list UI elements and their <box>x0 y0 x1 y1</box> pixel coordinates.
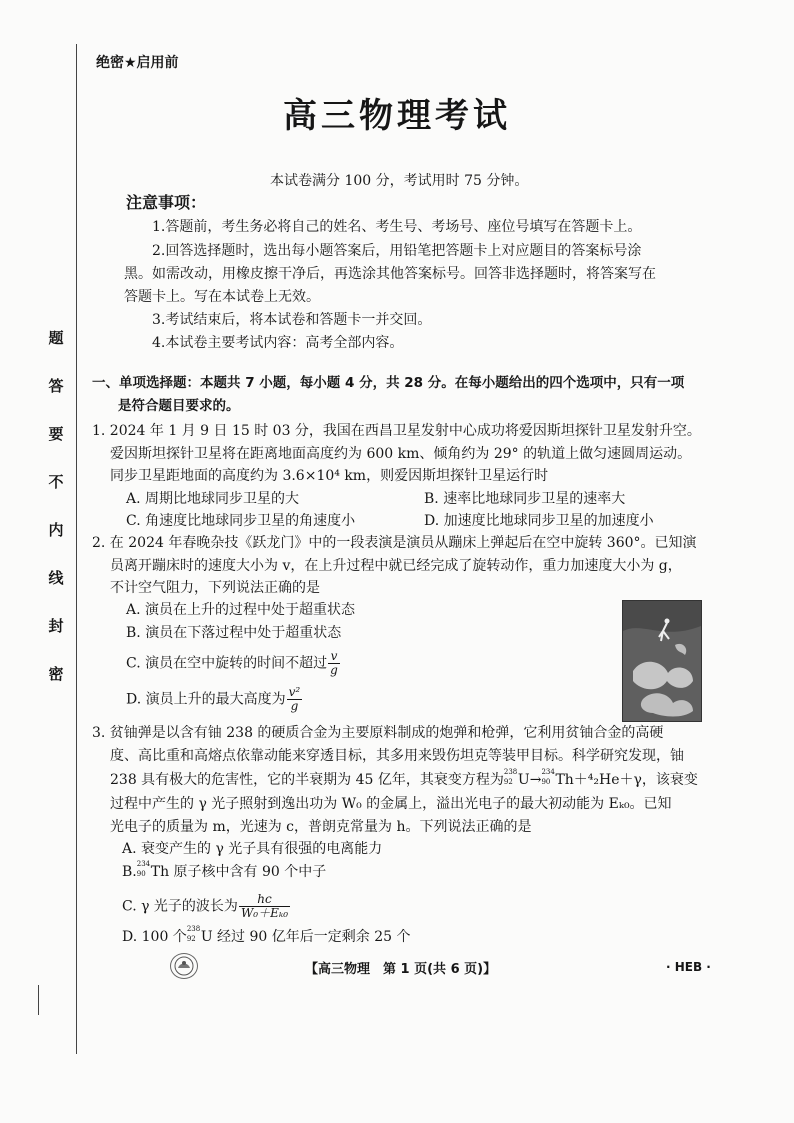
notice-line: 3.考试结束后，将本试卷和答题卡一并交回。 <box>152 312 432 328</box>
question-2-line: 不计空气阻力，下列说法正确的是 <box>110 580 320 596</box>
page-title: 高三物理考试 <box>283 96 511 136</box>
publisher-logo-icon <box>170 953 198 979</box>
nuclide: 238 92 <box>186 925 201 943</box>
notice-heading: 注意事项： <box>126 193 207 212</box>
page-footer: 【高三物理 第 1 页(共 6 页)】 <box>305 962 497 977</box>
nuclide: 234 90 <box>541 768 555 786</box>
acrobat-photo <box>622 600 702 722</box>
q3-option-b: B. 234 90 Th 原子核中含有 90 个中子 <box>122 860 327 880</box>
question-3-line: 度、高比重和高熔点依靠动能来穿透目标，其多用来毁伤坦克等装甲目标。科学研究发现，铀 <box>110 748 684 764</box>
nuclide: 234 90 <box>136 860 151 878</box>
paper-code: · HEB · <box>666 960 711 974</box>
question-3-line: 3. 贫铀弹是以含有铀 238 的硬质合金为主要原料制成的炮弹和枪弹，它利用贫铀合金的高硬 <box>92 725 664 741</box>
margin-char: 不 <box>48 473 64 491</box>
fraction: $\frac{hc}{\text{W₀＋Eₖ₀}}$ <box>240 892 289 920</box>
q1-option-b: B. 速率比地球同步卫星的速率大 <box>424 491 626 507</box>
question-2-line: 员离开蹦床时的速度大小为 v，在上升过程中就已经完成了旋转动作，重力加速度大小为 g， <box>110 558 682 574</box>
q2-option-c: C. 演员在空中旋转的时间不超过 $\frac{v}{g}$ <box>126 649 338 677</box>
fraction: $\frac{\text{v²}}{g}$ <box>288 685 301 713</box>
margin-char: 线 <box>48 569 64 587</box>
section-heading-cont: 是符合题目要求的。 <box>118 398 240 414</box>
binding-line <box>76 44 77 1054</box>
margin-char: 密 <box>48 665 64 683</box>
notice-line: 黑。如需改动，用橡皮擦干净后，再选涂其他答案标号。回答非选择题时，将答案写在 <box>124 266 656 282</box>
margin-char: 题 <box>48 329 64 347</box>
q2-option-a: A. 演员在上升的过程中处于超重状态 <box>126 602 356 618</box>
q1-option-a: A. 周期比地球同步卫星的大 <box>126 491 300 507</box>
q3-option-a: A. 衰变产生的 γ 光子具有很强的电离能力 <box>122 841 383 857</box>
margin-char: 内 <box>48 521 64 539</box>
q1-option-d: D. 加速度比地球同步卫星的加速度小 <box>424 513 654 529</box>
margin-char: 要 <box>48 425 64 443</box>
question-1-line: 1. 2024 年 1 月 9 日 15 时 03 分，我国在西昌卫星发射中心成功将爱因斯坦探针卫星发射升空。 <box>92 423 701 439</box>
notice-line: 2.回答选择题时，选出每小题答案后，用铅笔把答题卡上对应题目的答案标号涂 <box>152 243 642 259</box>
q3-option-d: D. 100 个 238 92 U 经过 90 亿年后一定剩余 25 个 <box>122 925 411 945</box>
nuclide: 238 92 <box>503 768 518 786</box>
fraction: $\frac{v}{g}$ <box>330 649 338 677</box>
q3-option-c: C. γ 光子的波长为 $\frac{hc}{\text{W₀＋Eₖ₀}}$ <box>122 892 289 920</box>
question-1-line: 爱因斯坦探针卫星将在距离地面高度约为 600 km、倾角约为 29° 的轨道上做匀速圆周运动。 <box>110 446 692 462</box>
exam-subtitle: 本试卷满分 100 分，考试用时 75 分钟。 <box>270 173 529 189</box>
q2-option-d: D. 演员上升的最大高度为 $\frac{\text{v²}}{g}$ <box>126 685 301 713</box>
notice-line: 1.答题前，考生务必将自己的姓名、考生号、考场号、座位号填写在答题卡上。 <box>152 219 642 235</box>
question-3-line: 光电子的质量为 m，光速为 c，普朗克常量为 h。下列说法正确的是 <box>110 819 532 835</box>
q1-option-c: C. 角速度比地球同步卫星的角速度小 <box>126 513 356 529</box>
question-3-line: 238 具有极大的危害性，它的半衰期为 45 亿年，其衰变方程为 238 92 U→ 234 90 Th＋⁴₂He＋γ，该衰变 <box>110 768 698 788</box>
question-3-line: 过程中产生的 γ 光子照射到逸出功为 W₀ 的金属上，溢出光电子的最大初动能为 Eₖ₀。已知 <box>110 796 672 812</box>
section-heading: 一、单项选择题：本题共 7 小题，每小题 4 分，共 28 分。在每小题给出的四个选项中，只有一项 <box>92 375 685 391</box>
notice-line: 答题卡上。写在本试卷上无效。 <box>124 289 320 305</box>
question-2-line: 2. 在 2024 年春晚杂技《跃龙门》中的一段表演是演员从蹦床上弹起后在空中旋转 360°。已知演 <box>92 535 697 551</box>
margin-char: 封 <box>48 617 64 635</box>
margin-char: 答 <box>48 377 64 395</box>
notice-line: 4.本试卷主要考试内容：高考全部内容。 <box>152 335 404 351</box>
binding-stub <box>38 985 39 1015</box>
question-1-line: 同步卫星距地面的高度约为 3.6×10⁴ km，则爱因斯坦探针卫星运行时 <box>110 468 549 484</box>
q2-option-b: B. 演员在下落过程中处于超重状态 <box>126 625 342 641</box>
secret-label: 绝密★启用前 <box>96 55 179 71</box>
